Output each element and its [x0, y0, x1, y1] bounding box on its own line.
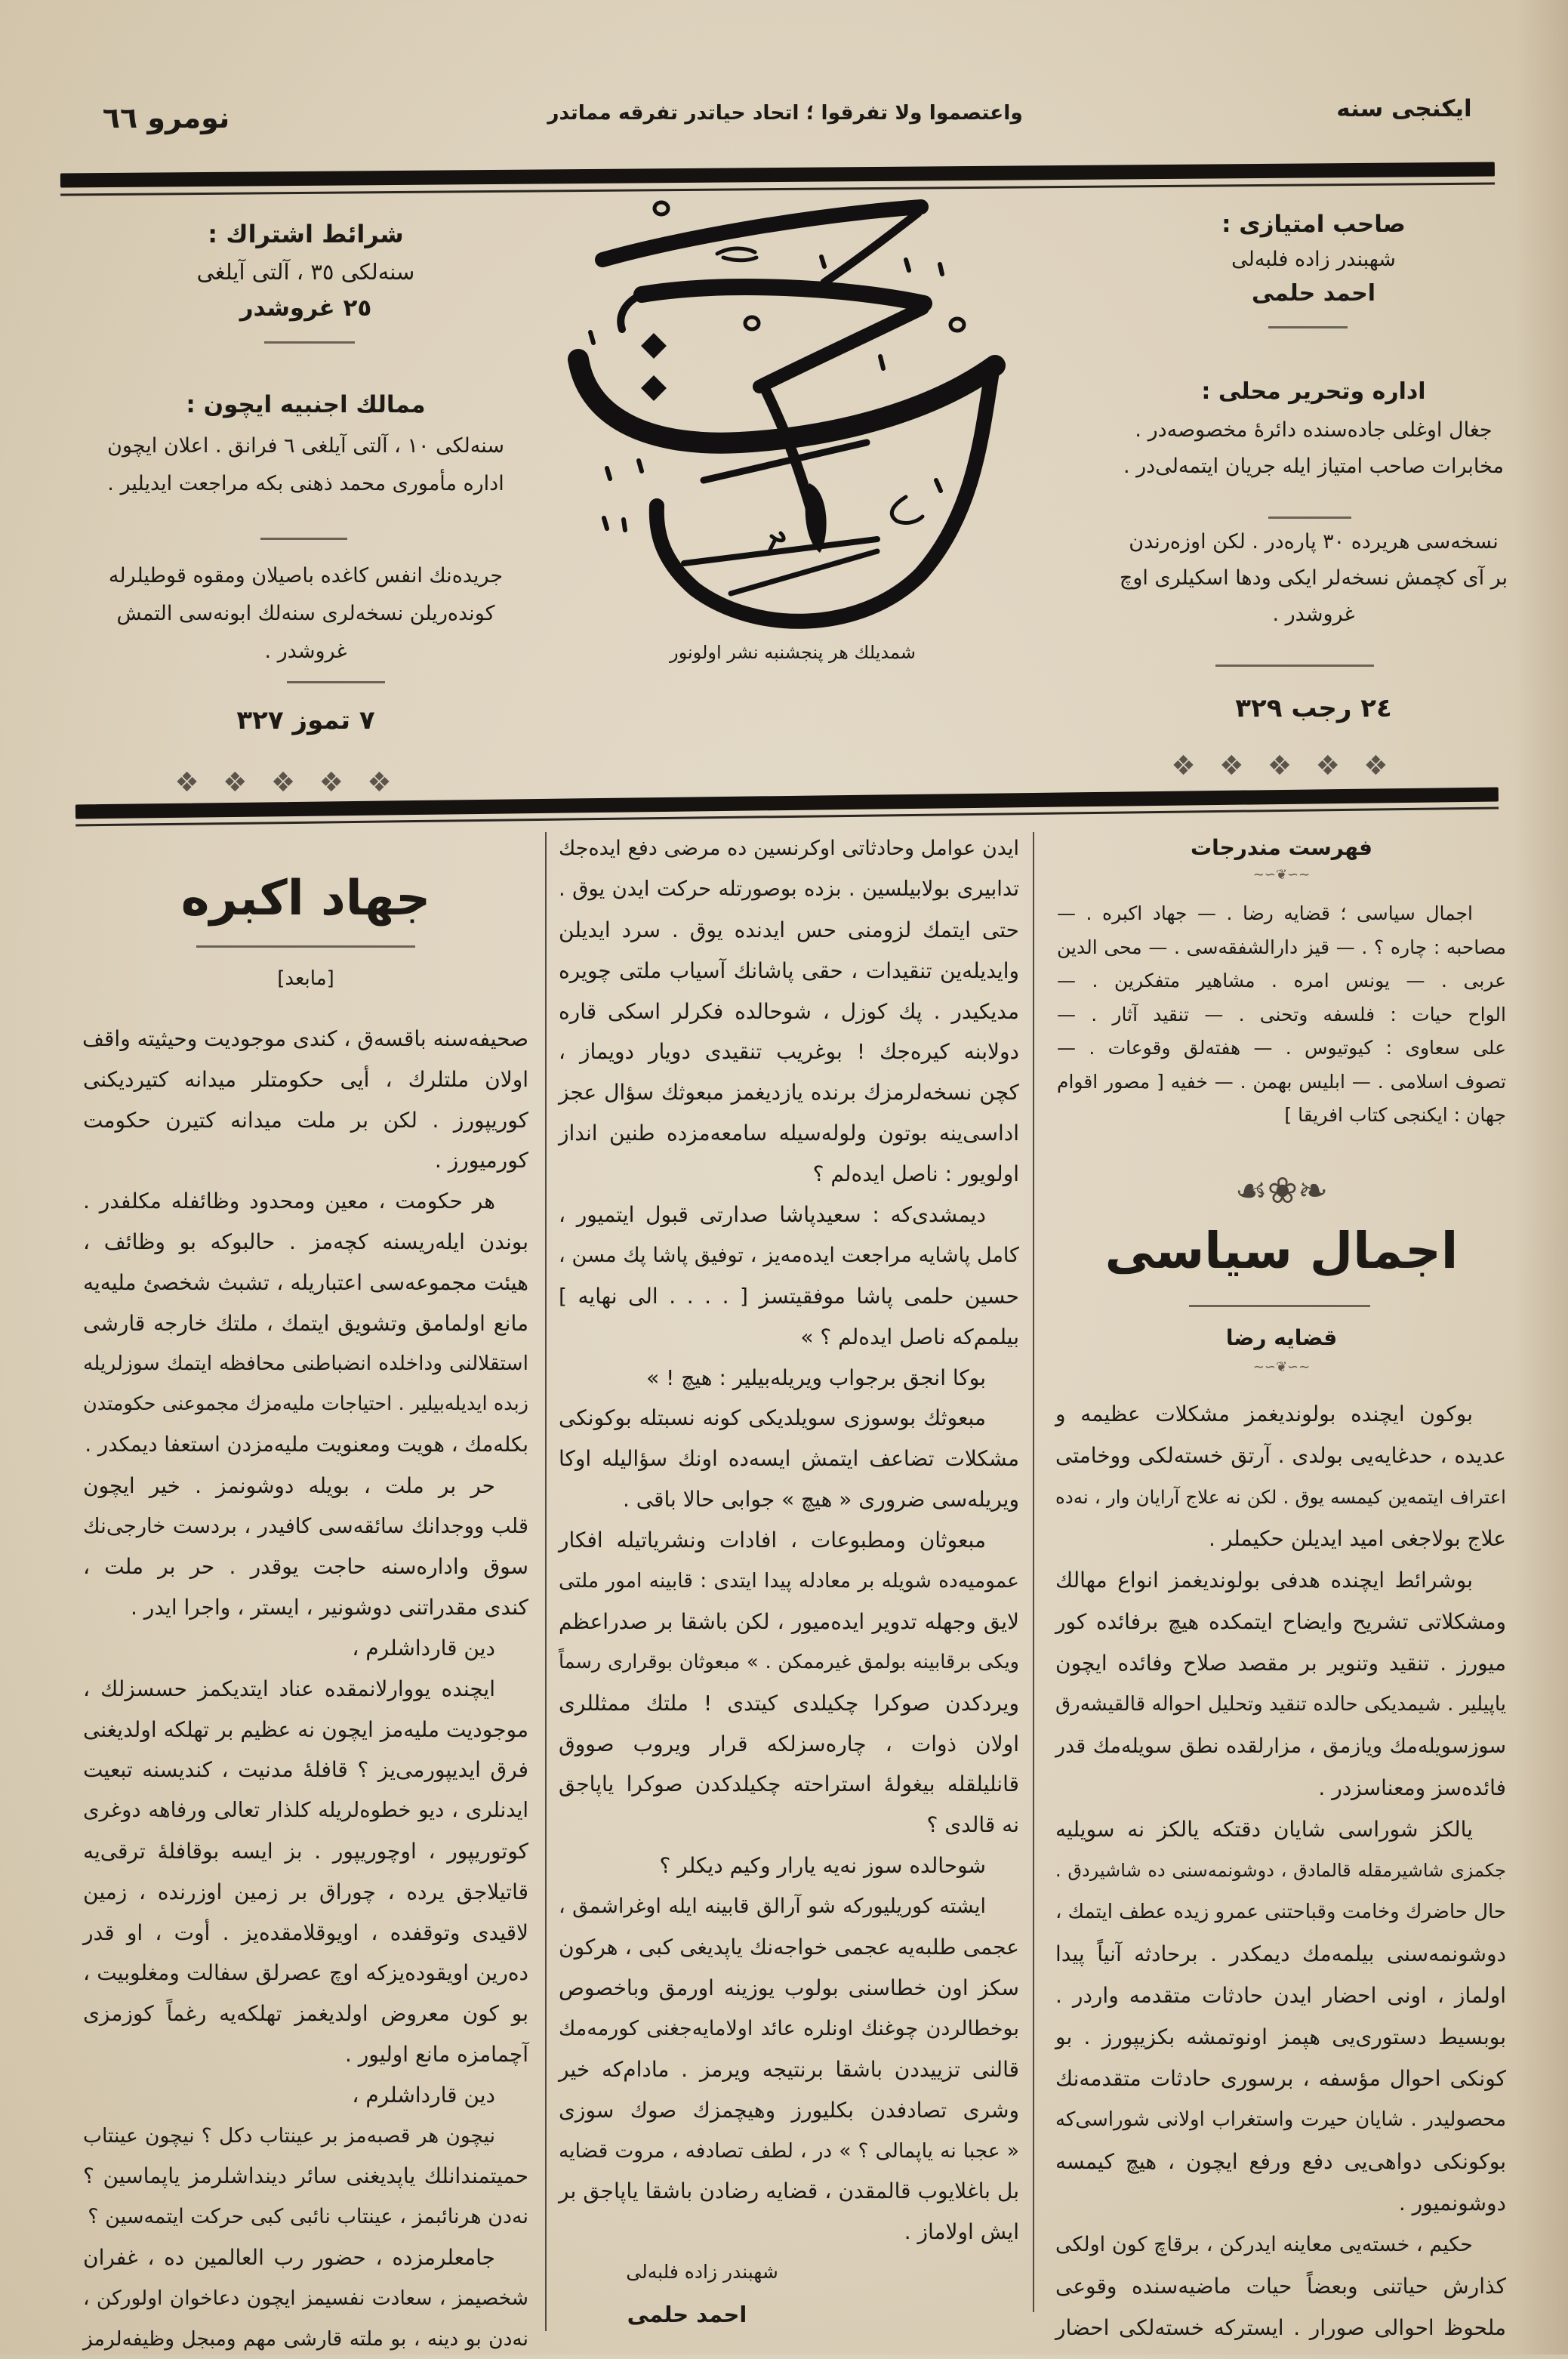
owner-title: صاحب امتیازی : [1117, 205, 1510, 243]
text-line: سوزسویله‌مك ویازمق ، مزارلقده نطق سویله‌مك قدر [1055, 1725, 1506, 1767]
toc-line: علی سعاوی : کیوتیوس . — هفته‌لق وقوعات . — [1057, 1031, 1506, 1065]
text-line: ویکی برقابینه بولمق غیرممکن . » مبعوثان بوقراری رسماً [559, 1642, 1019, 1683]
foreign-title: ممالك اجنبیه ایچون : [106, 385, 506, 424]
text-line: کوتوریپور ، اوچوریپور . بز ایسه بوقافلهٔ ترقی‌یه [83, 1831, 528, 1872]
text-line: بوکا انجق برجواب ویریله‌بیلیر : هیچ ! » [559, 1358, 1019, 1398]
text-line: ویردکدن صوکرا چکیلدی کیتدی ! ملتك ممثللری [559, 1683, 1019, 1724]
text-line: کامل پاشایه مراجعت ایده‌مه‌یز ، توفیق پاشا پك مسن ، [559, 1235, 1019, 1276]
text-line: بوخطالردن چوغنك اونلره عائد اولامایه‌جغنی کورمه‌مك [559, 2009, 1019, 2049]
text-line: زبده ایدیله‌بیلیر . احتیاجات ملیه‌مزك مجموعنی حکومتدن [83, 1384, 528, 1425]
text-line: کورمیورز . [83, 1140, 528, 1181]
text-line: سوق واداره‌سنه حاجت یوقدر . حر بر ملت ، [83, 1546, 528, 1587]
text-line: کذارش حیاتنی وبعضاً حیات ماضیه‌سنده وقوعی [1055, 2265, 1506, 2307]
author-signature-name: احمد حلمی [604, 2296, 770, 2333]
office-title: اداره وتحریر محلی : [1117, 373, 1510, 411]
office-line: جغال اوغلی جاده‌سنده دائرهٔ مخصوصه‌در . [1117, 412, 1510, 449]
text-line: شوحالده سوز نه‌یه یارار وکیم دیکلر ؟ [559, 1846, 1019, 1886]
text-line: دین قارداشلرم ، [83, 2075, 528, 2116]
text-line: آچمامزه مانع اولیور . [83, 2034, 528, 2075]
subscription-title: شرائط اشتراك : [106, 214, 506, 254]
article-title: قضایه رضا [1057, 1320, 1506, 1356]
text-line: نیچون هر قصبه‌مز بر عینتاب دکل ؟ نیچون عینتاب [83, 2116, 528, 2157]
text-line: اولماز ، اونی احضار ایدن حادثات متقدمه واردر . [1055, 1975, 1506, 2016]
divider-rule [1215, 665, 1374, 667]
text-line: یالکز شوراسی شایان دقتکه یالکز نه سویلیه [1055, 1809, 1506, 1850]
text-line: دین قارداشلرم ، [83, 1628, 528, 1669]
text-line: فرق ایدیپورمی‌یز ؟ قافلهٔ مدنیت ، کندیسنه تبعیت [83, 1750, 528, 1790]
text-line: موجودیت ملیه‌مز ایچون نه عظیم بر تهلکه اولدیغنی [83, 1710, 528, 1750]
text-line: نه‌دن بو دینه ، بو ملته قارشی مهم ومبجل وظیفه‌لرمز [83, 2319, 528, 2359]
text-line: بوندن ایله‌ریسنه کچه‌مز . حالبوکه بو وظائف ، [83, 1222, 528, 1263]
text-line: کندی مقدراتنی دوشونیر ، ایستر ، واجرا ایدر . [83, 1587, 528, 1628]
text-line: قاتیلاجق یرده ، چوراق بر زمین اوزرنده ، زمین [83, 1872, 528, 1913]
foreign-line: سنه‌لکی ١٠ ، آلتی آیلغی ٦ فرانق . اعلان ایچون [106, 427, 506, 465]
note-line: کونده‌ریلن نسخه‌لری سنه‌لك ابونه‌سی التمش [106, 595, 506, 633]
text-line: هیئت مجموعه‌سی اعتباریله ، تشبث شخصئ ملیه‌یه [83, 1263, 528, 1303]
text-line: دوشونمیور . [1055, 2182, 1506, 2224]
masthead-motto: واعتصموا ولا تفرقوا ؛ اتحاد حیاتدر تفرقه مماتدر [544, 92, 1027, 134]
text-line: شخصیمز ، سعادت نفسیمز ایچون دعاخوان اولورکن ، [83, 2278, 528, 2319]
text-line: بوبسیط دستوری‌یی هپمز اونوتمشه بکزیپورز . بو [1055, 2016, 1506, 2058]
text-line: بل باغلایوب قالمقدن ، قضایه رضادن باشقا یاپاجق بر [559, 2171, 1019, 2212]
article-body [1055, 1393, 1506, 2348]
author-signature-line: شهبندر زاده فلبه‌لی [604, 2255, 800, 2290]
text-line: ایدن عوامل وحادثاتی اوکرنسین ده مرضی دفع ایده‌جك [559, 828, 1019, 869]
text-line: ایش اولاماز . [559, 2212, 1019, 2253]
page-edge-shadow [1515, 0, 1568, 2354]
text-line: تدابیری بولابیلسین . بزده بوصورتله حرکت ایدن یوق . [559, 869, 1019, 910]
title-underline [1189, 1305, 1370, 1307]
text-line: مبعوثان ومطبوعات ، افادات ونشریاتیله افکار [559, 1520, 1019, 1561]
text-line: حر بر ملت ، بویله دوشونمز . خیر ایچون [83, 1466, 528, 1506]
divider-rule [1268, 326, 1348, 328]
text-line: کونکی احوال مؤسفه ، برسوری حادثات متقدمه‌نك [1055, 2058, 1506, 2099]
toc-line: جهان : ایکنجی کتاب افریقا ] [1057, 1099, 1506, 1133]
hikmet-calligraphy-logo-icon [528, 181, 1057, 649]
text-line: مبعوثك بوسوزی سویلدیکی کونه نسبتله بوکونکی [559, 1398, 1019, 1439]
text-line: کچن نسخه‌لرمزك برنده یازدیغمز مبعوثك سؤال عجز [559, 1072, 1019, 1113]
text-line: اعتراف ایتمه‌ین کیمسه یوق . لکن نه علاج آرایان وار ، نه‌ده [1055, 1476, 1506, 1518]
text-line: قانلیلقله بیغولهٔ استراحته چکیلدکدن صوکرا یاپاجق [559, 1764, 1019, 1805]
text-line: جکمزی شاشیرمقله قالمادق ، دوشونمه‌سنی ده شاشیردق . [1055, 1850, 1506, 1892]
small-fleuron-rule-icon: ∼∽❦∽∼ [1057, 865, 1506, 885]
note-line: جریده‌نك انفس کاغده باصیلان ومقوه قوطیلرله [106, 557, 506, 595]
text-line: لایق وجهله تدویر ایده‌میور ، لکن باشقا بر صدراعظم [559, 1602, 1019, 1642]
text-line: هر حکومت ، معین ومحدود وظائفله مکلفدر . [83, 1181, 528, 1222]
text-line: بوکونکی دواهی‌یی دفع ورفع ایچون ، هیچ کیمسه [1055, 2141, 1506, 2182]
text-line: حسین حلمی پاشا موفقیتسز [ . . . . الی نهایه ] [559, 1276, 1019, 1317]
text-line: عدیده ، حدغایه‌یی بولدی . آرتق خسته‌لکی ووخامتی [1055, 1435, 1506, 1476]
text-line: علاج بولاجغی امید ایدیلن حکیملر . [1055, 1518, 1506, 1559]
text-line: ایدنلری ، دیو خطوه‌لریله کلذار تعالی ورفاهه دوغری [83, 1790, 528, 1831]
article-title: جهاد اکبره [83, 861, 528, 936]
text-line: فائده‌سز ومعناسزدر . [1055, 1767, 1506, 1809]
toc-line: مصاحبه : چاره ؟ . — قیز دارالشفقه‌سی . — محی الدین [1057, 931, 1506, 965]
text-line: اداسی‌ینه بوتون ولوله‌سیله سامعه‌مزده طنین انداز [559, 1113, 1019, 1154]
text-line: بکله‌مك ، هویت ومعنویت ملیه‌مزدن استعفا دیمکدر . [83, 1425, 528, 1466]
price-line: غروشدر . [1117, 597, 1510, 633]
text-line: محصولیدر . شایان حیرت واستغراب اولانی شوراسی‌که [1055, 2099, 1506, 2141]
text-line: ومشکلاتی تشریح وایضاح ایتمکده هیچ برفائده کور [1055, 1601, 1506, 1642]
text-line: عجمی طلبه‌یه عجمی خواجه‌نك یاپدیغی کبی ، هرکون [559, 1927, 1019, 1968]
subscription-price: ٢٥ غروشدر [106, 288, 506, 328]
article-body [559, 828, 1019, 2253]
divider-rule [287, 681, 385, 683]
text-line: دیمشدی‌که : سعیدپاشا صدارتی قبول ایتمیور ، [559, 1195, 1019, 1235]
text-line: بوشرائط ایچنده هدفی بولوندیغمز انواع مهالك [1055, 1559, 1506, 1601]
price-line: نسخه‌سی هریرده ٣٠ پاره‌در . لکن اوزه‌رندن [1117, 524, 1510, 560]
note-line: غروشدر . [106, 633, 506, 671]
text-line: جامعلرمزده ، حضور رب العالمین ده ، غفران [83, 2237, 528, 2278]
text-line: حتی ایتمك لزومنی حس ایدنده یوق . سرد ایدیلن [559, 910, 1019, 951]
text-line: یاپیلیر . شیمدیکی حالده تنقید وتحلیل احواله قالقیشه‌رق [1055, 1684, 1506, 1725]
text-line: دوشونمه‌سنی بیلمه‌مك دیمکدر . برحادثه آنیاً پیدا [1055, 1933, 1506, 1975]
text-line: ده‌رین اویقوده‌یزکه اوچ عصرلق سفالت ومغلوبیت ، [83, 1953, 528, 1994]
text-line: ایچنده یووارلانمقده عناد ایتدیکمز حسسزلك ، [83, 1669, 528, 1710]
text-line: کوریپورز . لکن بر ملت میدانه کتیرن حکومت [83, 1100, 528, 1141]
fleuron-ornament-icon: ☙❀❧ [1057, 1163, 1506, 1219]
text-line: لاقیدی وتوقفده ، اویوقلامقده‌یز . أوت ، او قدر [83, 1913, 528, 1953]
text-line: عمومیه‌ده شویله بر معادله پیدا ایتدی : قابینه امور ملتی [559, 1561, 1019, 1602]
text-line: ایشته کوریلیورکه شو آرالق قابینه ایله اوغراشمق ، [559, 1886, 1019, 1927]
toc-line: اجمال سیاسی ؛ قضایه رضا . — جهاد اکبره . — [1057, 897, 1506, 931]
article-body [83, 1019, 528, 2359]
text-line: حمیتمندانلك یاپدیغنی سائر دینداشلرمز یاپماسین ؟ [83, 2156, 528, 2197]
title-underline [196, 945, 415, 948]
text-line: مدیکیدر . پك کوزل ، شوحالده فکرلر اسکی قاره [559, 991, 1019, 1032]
year-label: ایکنجی سنه [1336, 88, 1472, 130]
divider-rule [260, 538, 347, 540]
text-line: میورز . تنقید وتنویر بر مقصد صلاح وفائده ایچون [1055, 1642, 1506, 1684]
text-line: نه‌دن هرنائبمز ، عینتاب نائبی کبی حرکت ایتمه‌سین ؟ [83, 2197, 528, 2237]
newspaper-logo [528, 181, 1057, 649]
continued-label: [مابعد] [83, 961, 528, 997]
owner-line: شهبندر زاده فلبه‌لی [1117, 242, 1510, 278]
toc-line: الواح حیات : فلسفه وتحنی . — تنقید آثار . — [1057, 998, 1506, 1032]
text-line: بوکون ایچنده بولوندیغمز مشکلات عظیمه و [1055, 1393, 1506, 1435]
toc-line: تصوف اسلامی . — ابلیس بهمن . — خفیه [ مصور اقوام [1057, 1065, 1506, 1099]
column-divider [545, 832, 547, 2331]
text-line: نه قالدی ؟ [559, 1805, 1019, 1846]
text-line: وشری تصادفدن بکلیورز وهیچمزك صوك سوزی [559, 2090, 1019, 2131]
text-line: استقلالنی وداخلده انضباطنی محافظه ایتمك سوزلریله [83, 1343, 528, 1384]
text-line: قالنی تزییددن باشقا برنتیجه ویرمز . مادام‌که خیر [559, 2049, 1019, 2090]
text-line: وایدیله‌ین تنقیدات ، حقی پاشانك آسیاب ملتی چویره [559, 951, 1019, 991]
text-line: قلب ووجدانك سائقه‌سی کافیدر ، بردست خارجی‌نك [83, 1506, 528, 1547]
text-line: سکز اون خطاسنی بولوب یوزینه اورمق وباخصوص [559, 1968, 1019, 2009]
gregorian-date: ٧ تموز ٣٢٧ [106, 699, 506, 742]
issue-number: نومرو ٦٦ [91, 97, 242, 139]
rosette-ornament-icon: ❖ ❖ ❖ ❖ ❖ [1148, 748, 1419, 785]
owner-name: احمد حلمی [1117, 275, 1510, 313]
text-line: دولابنه کیره‌جك ! بوغریب تنقیدی دویار دویماز ، [559, 1031, 1019, 1072]
divider-rule [264, 341, 355, 344]
foreign-line: اداره مأموری محمد ذهنی بکه مراجعت ایدیلیر . [106, 465, 506, 503]
text-line: حال حاضرك وخامت وقباحتنی عمرو زیده عطف ایتمك ، [1055, 1892, 1506, 1933]
toc-line: عربی . — یونس امره . مشاهیر متفکرین . — [1057, 964, 1506, 998]
subscription-line: سنه‌لکی ٣٥ ، آلتی آیلغی [106, 252, 506, 291]
text-line: ملحوظ احوالی صورار . ایسترکه خسته‌لکی احضار [1055, 2307, 1506, 2348]
text-line: صحیفه‌سنه باقسه‌ق ، کندی موجودیت وحیثیته واقف [83, 1019, 528, 1059]
table-of-contents-title: فهرست مندرجات [1057, 829, 1506, 867]
text-line: اولان ذوات ، چاره‌سزلکه قرار ویروب صووق [559, 1724, 1019, 1765]
text-line: ویریله‌سی ضروری « هیچ » جوابی حالا باقی . [559, 1479, 1019, 1520]
text-line: بیلمم‌که ناصل ایده‌لم ؟ » [559, 1317, 1019, 1358]
hijri-date: ٢٤ رجب ٣٢٩ [1117, 687, 1510, 729]
text-line: اولویور : ناصل ایده‌لم ؟ [559, 1154, 1019, 1195]
text-line: حکیم ، خسته‌یی معاینه ایدرکن ، برقاچ کون اولکی [1055, 2224, 1506, 2265]
divider-rule [1268, 517, 1351, 519]
small-fleuron-rule-icon: ∼∽❦∽∼ [1057, 1358, 1506, 1377]
text-line: « عجبا نه یاپمالی ؟ » در ، لطف تصادفه ، مروت قضایه [559, 2131, 1019, 2172]
text-line: مانع اولمامق وتشویق ایتمك ، ملتك خارجه قارشی [83, 1303, 528, 1344]
text-line: بو کون معروض اولدیغمز تهلکه‌یه رغماً کوزمزی [83, 1994, 528, 2034]
text-line: مشکلات تضاعف ایتمش ایسه‌ده اونك سؤالیله اوکا [559, 1439, 1019, 1479]
table-of-contents [1057, 897, 1506, 1133]
price-line: بر آی کچمش نسخه‌لر ایکی ودها اسکیلری اوچ [1117, 560, 1510, 597]
section-title: اجمال سیاسی [1057, 1210, 1506, 1293]
office-line: مخابرات صاحب امتیاز ایله جریان ایتمه‌لی‌در . [1117, 449, 1510, 485]
column-divider [1033, 832, 1034, 2312]
publication-schedule-caption: شمدیلك هر پنجشنبه نشر اولونور [589, 636, 997, 669]
rosette-ornament-icon: ❖ ❖ ❖ ❖ ❖ [151, 764, 423, 802]
text-line: اولان ملتلرك ، أیی حکومتلر میدانه کتیردیکنی [83, 1059, 528, 1100]
